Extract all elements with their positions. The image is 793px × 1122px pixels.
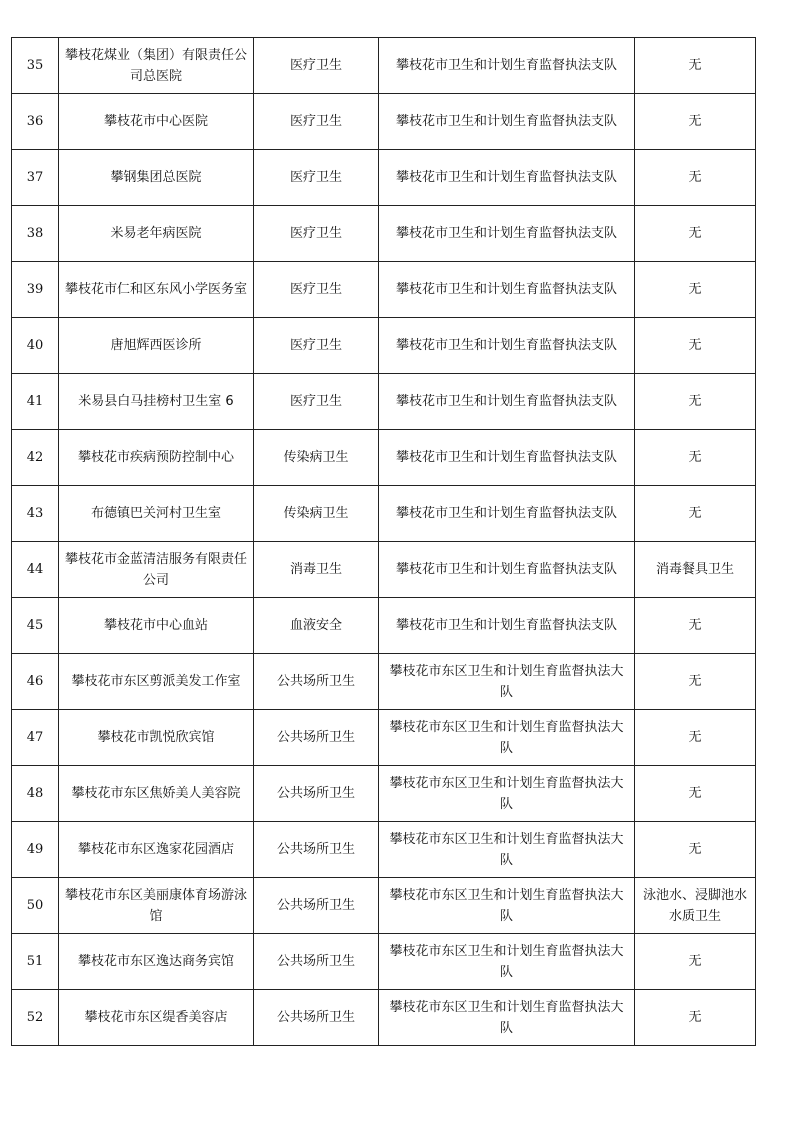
table-row <box>12 766 756 822</box>
table-row <box>12 374 756 430</box>
row-number-cell: 43 <box>12 486 59 542</box>
remark-cell: 无 <box>635 766 756 822</box>
row-number-cell: 50 <box>12 878 59 934</box>
remark-cell: 无 <box>635 206 756 262</box>
row-number-cell: 49 <box>12 822 59 878</box>
category-cell: 消毒卫生 <box>254 542 379 598</box>
unit-name-cell: 米易老年病医院 <box>59 206 254 262</box>
remark-cell: 无 <box>635 598 756 654</box>
table-row <box>12 38 756 94</box>
row-number-cell: 46 <box>12 654 59 710</box>
agency-cell: 攀枝花市东区卫生和计划生育监督执法大队 <box>379 934 635 990</box>
row-number-cell: 40 <box>12 318 59 374</box>
remark-cell: 消毒餐具卫生 <box>635 542 756 598</box>
agency-cell: 攀枝花市卫生和计划生育监督执法支队 <box>379 430 635 486</box>
row-number-cell: 45 <box>12 598 59 654</box>
row-number-cell: 37 <box>12 150 59 206</box>
unit-name-cell: 攀枝花市中心血站 <box>59 598 254 654</box>
agency-cell: 攀枝花市卫生和计划生育监督执法支队 <box>379 94 635 150</box>
table-body <box>12 38 756 1046</box>
table-row <box>12 486 756 542</box>
table-row <box>12 934 756 990</box>
row-number-cell: 44 <box>12 542 59 598</box>
category-cell: 医疗卫生 <box>254 150 379 206</box>
category-cell: 公共场所卫生 <box>254 990 379 1046</box>
unit-name-cell: 攀枝花市东区剪派美发工作室 <box>59 654 254 710</box>
category-cell: 医疗卫生 <box>254 94 379 150</box>
category-cell: 医疗卫生 <box>254 206 379 262</box>
unit-name-cell: 攀枝花市东区逸家花园酒店 <box>59 822 254 878</box>
row-number-cell: 39 <box>12 262 59 318</box>
remark-cell: 无 <box>635 430 756 486</box>
remark-cell: 无 <box>635 38 756 94</box>
row-number-cell: 38 <box>12 206 59 262</box>
agency-cell: 攀枝花市东区卫生和计划生育监督执法大队 <box>379 710 635 766</box>
table-row <box>12 598 756 654</box>
unit-name-cell: 攀枝花市东区逸达商务宾馆 <box>59 934 254 990</box>
table-row <box>12 262 756 318</box>
agency-cell: 攀枝花市东区卫生和计划生育监督执法大队 <box>379 990 635 1046</box>
remark-cell: 无 <box>635 822 756 878</box>
remark-cell: 无 <box>635 934 756 990</box>
category-cell: 公共场所卫生 <box>254 878 379 934</box>
unit-name-cell: 米易县白马挂榜村卫生室 6 <box>59 374 254 430</box>
table-row <box>12 206 756 262</box>
table-row <box>12 654 756 710</box>
agency-cell: 攀枝花市卫生和计划生育监督执法支队 <box>379 206 635 262</box>
table-row <box>12 990 756 1046</box>
agency-cell: 攀枝花市东区卫生和计划生育监督执法大队 <box>379 878 635 934</box>
agency-cell: 攀枝花市卫生和计划生育监督执法支队 <box>379 150 635 206</box>
unit-name-cell: 布德镇巴关河村卫生室 <box>59 486 254 542</box>
unit-name-cell: 攀枝花煤业（集团）有限责任公司总医院 <box>59 38 254 94</box>
remark-cell: 无 <box>635 374 756 430</box>
row-number-cell: 36 <box>12 94 59 150</box>
unit-name-cell: 攀钢集团总医院 <box>59 150 254 206</box>
category-cell: 公共场所卫生 <box>254 822 379 878</box>
category-cell: 公共场所卫生 <box>254 766 379 822</box>
category-cell: 公共场所卫生 <box>254 934 379 990</box>
row-number-cell: 48 <box>12 766 59 822</box>
row-number-cell: 42 <box>12 430 59 486</box>
category-cell: 医疗卫生 <box>254 374 379 430</box>
table-row <box>12 710 756 766</box>
unit-name-cell: 攀枝花市东区缇香美容店 <box>59 990 254 1046</box>
table-row <box>12 150 756 206</box>
remark-cell: 无 <box>635 990 756 1046</box>
agency-cell: 攀枝花市卫生和计划生育监督执法支队 <box>379 318 635 374</box>
agency-cell: 攀枝花市东区卫生和计划生育监督执法大队 <box>379 766 635 822</box>
category-cell: 公共场所卫生 <box>254 710 379 766</box>
category-cell: 医疗卫生 <box>254 318 379 374</box>
category-cell: 医疗卫生 <box>254 38 379 94</box>
unit-name-cell: 攀枝花市仁和区东风小学医务室 <box>59 262 254 318</box>
row-number-cell: 41 <box>12 374 59 430</box>
unit-name-cell: 攀枝花市疾病预防控制中心 <box>59 430 254 486</box>
remark-cell: 无 <box>635 710 756 766</box>
row-number-cell: 51 <box>12 934 59 990</box>
remark-cell: 无 <box>635 318 756 374</box>
agency-cell: 攀枝花市东区卫生和计划生育监督执法大队 <box>379 822 635 878</box>
agency-cell: 攀枝花市卫生和计划生育监督执法支队 <box>379 262 635 318</box>
remark-cell: 无 <box>635 654 756 710</box>
remark-cell: 无 <box>635 486 756 542</box>
remark-cell: 无 <box>635 150 756 206</box>
agency-cell: 攀枝花市卫生和计划生育监督执法支队 <box>379 542 635 598</box>
unit-name-cell: 攀枝花市中心医院 <box>59 94 254 150</box>
agency-cell: 攀枝花市卫生和计划生育监督执法支队 <box>379 38 635 94</box>
table-row <box>12 430 756 486</box>
category-cell: 传染病卫生 <box>254 430 379 486</box>
table-row <box>12 318 756 374</box>
category-cell: 传染病卫生 <box>254 486 379 542</box>
unit-name-cell: 唐旭辉西医诊所 <box>59 318 254 374</box>
row-number-cell: 35 <box>12 38 59 94</box>
agency-cell: 攀枝花市卫生和计划生育监督执法支队 <box>379 374 635 430</box>
unit-name-cell: 攀枝花市凯悦欣宾馆 <box>59 710 254 766</box>
table-row <box>12 878 756 934</box>
category-cell: 医疗卫生 <box>254 262 379 318</box>
table-row <box>12 542 756 598</box>
category-cell: 血液安全 <box>254 598 379 654</box>
table-row <box>12 94 756 150</box>
unit-name-cell: 攀枝花市东区焦娇美人美容院 <box>59 766 254 822</box>
agency-cell: 攀枝花市卫生和计划生育监督执法支队 <box>379 486 635 542</box>
unit-name-cell: 攀枝花市东区美丽康体育场游泳馆 <box>59 878 254 934</box>
remark-cell: 无 <box>635 94 756 150</box>
category-cell: 公共场所卫生 <box>254 654 379 710</box>
row-number-cell: 52 <box>12 990 59 1046</box>
inspection-records-table <box>11 37 756 1046</box>
row-number-cell: 47 <box>12 710 59 766</box>
remark-cell: 泳池水、浸脚池水水质卫生 <box>635 878 756 934</box>
remark-cell: 无 <box>635 262 756 318</box>
agency-cell: 攀枝花市东区卫生和计划生育监督执法大队 <box>379 654 635 710</box>
unit-name-cell: 攀枝花市金蓝清洁服务有限责任公司 <box>59 542 254 598</box>
table-row <box>12 822 756 878</box>
agency-cell: 攀枝花市卫生和计划生育监督执法支队 <box>379 598 635 654</box>
